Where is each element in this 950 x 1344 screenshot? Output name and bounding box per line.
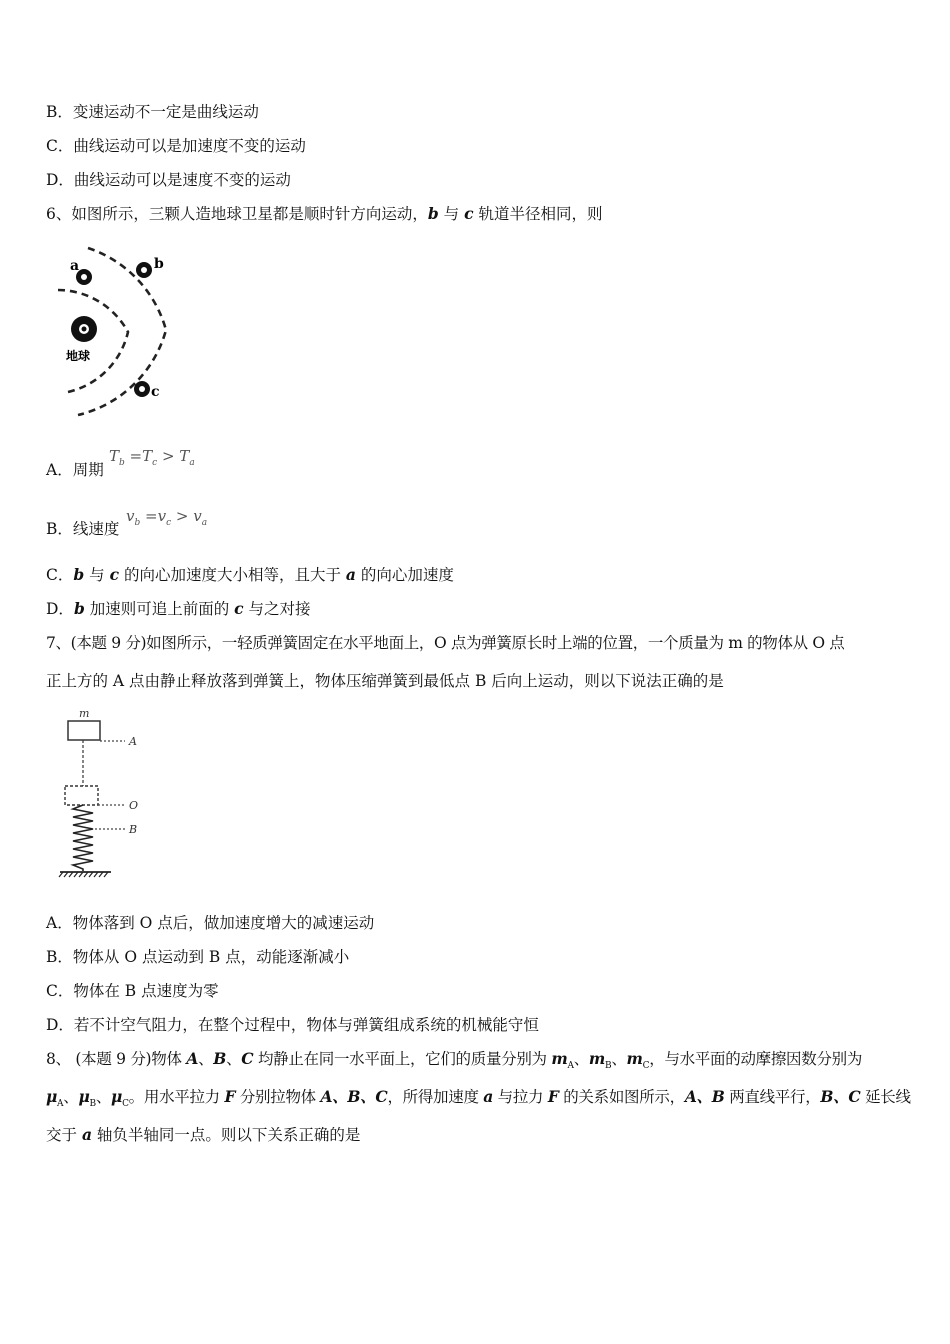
block-at-a — [68, 721, 100, 740]
satellite-orbit-figure — [48, 240, 188, 425]
spring-block-figure — [55, 705, 155, 883]
label-m: m — [79, 707, 90, 720]
q7-option-d: D．若不计空气阻力，在整个过程中，物体与弹簧组成系统的机械能守恒 — [46, 1016, 539, 1034]
label-b: b — [154, 256, 164, 272]
q7-stem-line2: 正上方的 A 点由静止释放落到弹簧上，物体压缩弹簧到最低点 B 后向上运动，则以下说法正确的是 — [46, 672, 724, 690]
q7-option-a: A．物体落到 O 点后，做加速度增大的减速运动 — [46, 914, 375, 932]
q6-stem: 6、如图所示，三颗人造地球卫星都是顺时针方向运动，b 与 c 轨道半径相同，则 — [46, 204, 603, 223]
label-O: O — [129, 799, 139, 812]
label-A: A — [129, 735, 137, 748]
label-a: a — [70, 258, 80, 274]
label-B: B — [129, 823, 138, 836]
q7-stem-line1: 7、(本题 9 分)如图所示，一轻质弹簧固定在水平地面上，O 点为弹簧原长时上端的位置，一个质量为 m 的物体从 O 点 — [46, 634, 845, 652]
q6-option-b-formula: $v_b =v_c > v_a$ — [126, 507, 208, 528]
q5-option-d: D．曲线运动可以是速度不变的运动 — [46, 171, 291, 189]
q6-option-b: B．线速度 — [46, 520, 120, 538]
q7-option-c: C．物体在 B 点速度为零 — [46, 982, 219, 1000]
q6-option-c: C．b 与 c 的向心加速度大小相等，且大于 a 的向心加速度 — [46, 565, 454, 584]
q8-stem-line3: 交于 a 轴负半轴同一点。则以下关系正确的是 — [46, 1125, 361, 1144]
q6-option-a-formula: $T_b =T_c > T_a$ — [109, 447, 195, 468]
q5-option-c: C．曲线运动可以是加速度不变的运动 — [46, 137, 306, 155]
q6-option-d: D．b 加速则可追上前面的 c 与之对接 — [46, 599, 311, 618]
label-c: c — [151, 384, 160, 400]
q6-option-a: A．周期 — [46, 461, 104, 479]
q8-stem-line1: 8、 (本题 9 分)物体 A、B、C 均静止在同一水平面上，它们的质量分别为 $m_A$、$m_B$、$m_C$，与水平面的动摩擦因数分别为 — [46, 1049, 863, 1072]
q8-stem-line2: $\mu_A$、$\mu_B$、$\mu_C$。用水平拉力 F 分别拉物体 A、B、C，所得加速度 a 与拉力 F 的关系如图所示，A、B 两直线平行，B、C 延长线 — [46, 1087, 911, 1110]
block-at-o — [65, 786, 98, 805]
inner-orbit — [58, 290, 128, 392]
label-earth: 地球 — [66, 349, 91, 363]
q7-option-b: B．物体从 O 点运动到 B 点，动能逐渐减小 — [46, 948, 350, 966]
q5-option-b: B．变速运动不一定是曲线运动 — [46, 103, 259, 121]
spring — [73, 805, 93, 871]
